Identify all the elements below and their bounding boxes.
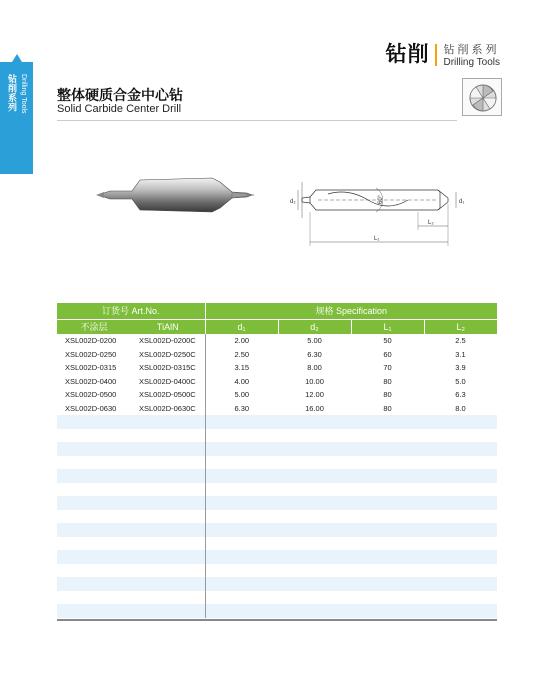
table-cell-empty (57, 429, 131, 443)
table-cell-empty (424, 429, 497, 443)
table-cell: XSL002D-0200C (131, 334, 205, 348)
table-cell-empty (278, 496, 351, 510)
table-cell-empty (57, 456, 131, 470)
table-row-empty (57, 442, 497, 456)
table-row-empty (57, 469, 497, 483)
table-row (57, 361, 497, 375)
brand-divider (435, 44, 437, 66)
table-cell-empty (205, 537, 278, 551)
table-cell-empty (424, 483, 497, 497)
table-cell: 5.00 (205, 388, 278, 402)
table-cell: 6.30 (205, 402, 278, 416)
table-cell-empty (351, 564, 424, 578)
table-cell-empty (57, 483, 131, 497)
table-cell-empty (131, 483, 205, 497)
table-row-empty (57, 415, 497, 429)
table-header-columns (57, 319, 497, 334)
table-row-empty (57, 550, 497, 564)
table-cell-empty (205, 510, 278, 524)
center-drill-photo (92, 160, 262, 230)
table-cell-empty (351, 537, 424, 551)
table-cell-empty (424, 591, 497, 605)
table-cell-empty (57, 469, 131, 483)
table-cell-empty (57, 523, 131, 537)
table-cell-empty (351, 496, 424, 510)
table-cell-empty (131, 415, 205, 429)
table-row-empty (57, 591, 497, 605)
table-cell-empty (57, 577, 131, 591)
table-cell: 50 (351, 334, 424, 348)
side-tab (0, 62, 33, 174)
brand-subtitle (443, 41, 500, 68)
table-cell: XSL002D-0500 (57, 388, 131, 402)
table-cell-empty (205, 550, 278, 564)
table-cell-empty (205, 469, 278, 483)
table-cell-empty (131, 591, 205, 605)
table-header-group (57, 303, 497, 319)
table-body (57, 334, 497, 618)
table-cell-empty (424, 564, 497, 578)
table-cell-empty (278, 483, 351, 497)
table-bottom-rule (57, 619, 497, 621)
table-cell-empty (351, 483, 424, 497)
table-cell-empty (205, 442, 278, 456)
d1-label: d₁ (459, 199, 465, 205)
table-cell: 5.00 (278, 334, 351, 348)
brand-title: 钻削 (385, 42, 430, 66)
table-cell: 2.5 (424, 334, 497, 348)
table-cell: 6.30 (278, 348, 351, 362)
table-cell: XSL002D-0315C (131, 361, 205, 375)
drill-tip-icon (462, 78, 502, 116)
table-cell-empty (351, 604, 424, 618)
table-cell: 8.0 (424, 402, 497, 416)
table-cell-empty (131, 604, 205, 618)
table-cell: XSL002D-0630 (57, 402, 131, 416)
table-cell: 12.00 (278, 388, 351, 402)
table-cell-empty (131, 469, 205, 483)
table-cell-empty (131, 523, 205, 537)
table-cell-empty (424, 604, 497, 618)
table-cell-empty (424, 469, 497, 483)
table-cell-empty (57, 550, 131, 564)
table-cell: XSL002D-0315 (57, 361, 131, 375)
table-cell: 80 (351, 388, 424, 402)
table-cell-empty (131, 429, 205, 443)
table-cell-empty (351, 577, 424, 591)
table-cell: 80 (351, 402, 424, 416)
table-cell-empty (57, 591, 131, 605)
table-cell-empty (424, 456, 497, 470)
table-cell-empty (278, 456, 351, 470)
table-cell-empty (205, 591, 278, 605)
table-cell-empty (351, 523, 424, 537)
table-cell-empty (424, 415, 497, 429)
table-cell: XSL002D-0250 (57, 348, 131, 362)
table-cell-empty (351, 510, 424, 524)
table-cell-empty (278, 604, 351, 618)
l2-label: L₂ (428, 220, 434, 226)
table-cell-empty (351, 429, 424, 443)
table-row (57, 388, 497, 402)
table-cell-empty (351, 550, 424, 564)
table-cell: 10.00 (278, 375, 351, 389)
technical-drawing (288, 160, 468, 250)
table-row (57, 334, 497, 348)
l1-label: L₁ (374, 236, 380, 242)
table-cell-empty (351, 469, 424, 483)
side-tab-arrow-icon (12, 54, 22, 62)
angle-label: 60° (378, 194, 384, 204)
table-cell-empty (57, 537, 131, 551)
table-cell-empty (351, 591, 424, 605)
table-cell-empty (205, 577, 278, 591)
header-art-no: 订货号 Art.No. (57, 303, 205, 319)
brand-en: Drilling Tools (443, 57, 500, 68)
col-d1: d₁ (205, 319, 278, 334)
table-cell-empty (57, 415, 131, 429)
page-title-cn: 整体硬质合金中心钻 (57, 88, 183, 104)
table-row-empty (57, 577, 497, 591)
table-cell: XSL002D-0400C (131, 375, 205, 389)
table-cell-empty (131, 577, 205, 591)
table-row-empty (57, 510, 497, 524)
table-cell-empty (205, 564, 278, 578)
table-cell-empty (424, 523, 497, 537)
table-cell-empty (424, 442, 497, 456)
side-tab-en: Drilling Tools (20, 74, 27, 114)
header-specification: 规格 Specification (205, 303, 497, 319)
table-row (57, 348, 497, 362)
table-cell: 2.50 (205, 348, 278, 362)
table-cell-empty (205, 456, 278, 470)
table-cell: 60 (351, 348, 424, 362)
table-cell-empty (424, 537, 497, 551)
table-cell-empty (205, 523, 278, 537)
table-cell: 80 (351, 375, 424, 389)
table-cell-empty (205, 415, 278, 429)
table-cell-empty (131, 456, 205, 470)
table-row-empty (57, 523, 497, 537)
page-title-en: Solid Carbide Center Drill (57, 103, 182, 115)
table-cell: XSL002D-0630C (131, 402, 205, 416)
table-cell: 3.15 (205, 361, 278, 375)
table-cell: 16.00 (278, 402, 351, 416)
table-cell-empty (278, 523, 351, 537)
table-cell-empty (278, 429, 351, 443)
table-cell-empty (131, 510, 205, 524)
table-cell: XSL002D-0250C (131, 348, 205, 362)
table-cell-empty (278, 415, 351, 429)
table-cell: XSL002D-0400 (57, 375, 131, 389)
table-row (57, 375, 497, 389)
table-cell-empty (278, 469, 351, 483)
table-cell-empty (351, 442, 424, 456)
table-cell-empty (131, 537, 205, 551)
table-cell: 2.00 (205, 334, 278, 348)
side-tab-cn: 钻削系列 (7, 74, 17, 112)
table-cell-empty (57, 510, 131, 524)
table-cell: XSL002D-0200 (57, 334, 131, 348)
col-l1: L₁ (351, 319, 424, 334)
table-cell-empty (278, 591, 351, 605)
table-cell-empty (278, 510, 351, 524)
table-cell-empty (205, 496, 278, 510)
table-cell-empty (205, 604, 278, 618)
table-row-empty (57, 456, 497, 470)
table-cell-empty (278, 537, 351, 551)
col-d2: d₂ (278, 319, 351, 334)
table-cell: 4.00 (205, 375, 278, 389)
table-cell-empty (424, 550, 497, 564)
table-cell-empty (131, 550, 205, 564)
table-row-empty (57, 537, 497, 551)
table-cell-empty (57, 496, 131, 510)
table-cell-empty (205, 483, 278, 497)
table-cell: 3.1 (424, 348, 497, 362)
table-cell-empty (57, 442, 131, 456)
table-cell-empty (57, 564, 131, 578)
table-row-empty (57, 496, 497, 510)
table-cell-empty (278, 577, 351, 591)
title-divider (57, 120, 457, 121)
col-uncoated: 不涂层 (57, 319, 131, 334)
table-cell-empty (424, 577, 497, 591)
table-cell-empty (131, 564, 205, 578)
table-row-empty (57, 429, 497, 443)
table-cell-empty (424, 496, 497, 510)
brand-header (385, 38, 500, 68)
table-cell-empty (205, 429, 278, 443)
table-cell-empty (57, 604, 131, 618)
table-cell-empty (278, 564, 351, 578)
table-cell-empty (131, 442, 205, 456)
table-cell-empty (424, 510, 497, 524)
table-cell: 6.3 (424, 388, 497, 402)
col-l2: L₂ (424, 319, 497, 334)
table-row-empty (57, 564, 497, 578)
col-tialn: TiAlN (131, 319, 205, 334)
table-cell-empty (278, 442, 351, 456)
table-cell-empty (131, 496, 205, 510)
table-cell-empty (351, 456, 424, 470)
table-cell-empty (278, 550, 351, 564)
table-cell: 5.0 (424, 375, 497, 389)
table-cell: 3.9 (424, 361, 497, 375)
spec-table (57, 303, 497, 618)
table-cell-empty (351, 415, 424, 429)
brand-cn: 钻削系列 (443, 44, 500, 56)
table-row-empty (57, 604, 497, 618)
table-cell: 8.00 (278, 361, 351, 375)
d2-label: d₂ (290, 199, 296, 205)
table-cell: XSL002D-0500C (131, 388, 205, 402)
table-cell: 70 (351, 361, 424, 375)
table-row (57, 402, 497, 416)
table-row-empty (57, 483, 497, 497)
